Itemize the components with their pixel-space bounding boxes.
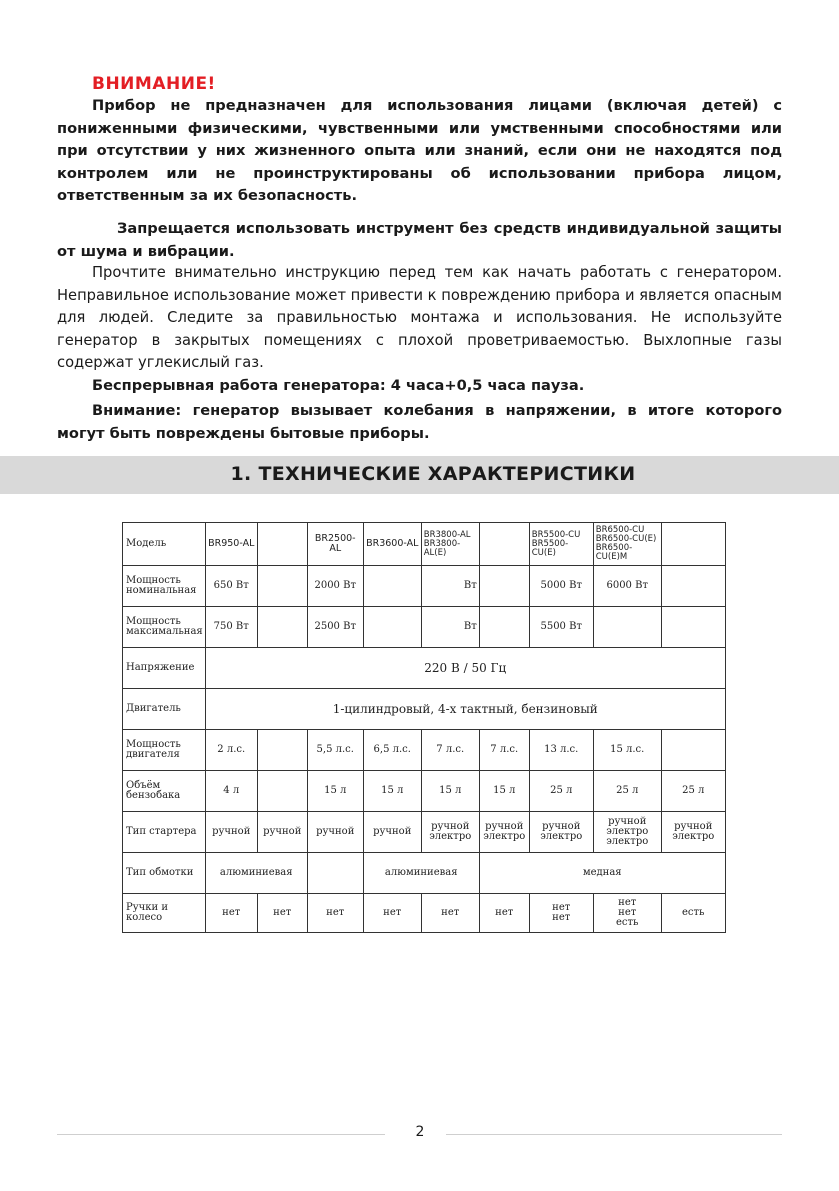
model-cell: [257, 523, 307, 566]
value-cell: [257, 607, 307, 648]
label-max-power: Мощность максимальная: [123, 607, 206, 648]
value-cell: ручной электро: [529, 812, 593, 853]
value-cell: медная: [479, 853, 725, 894]
label-engine: Двигатель: [123, 689, 206, 730]
value-cell: Вт: [421, 607, 479, 648]
value-cell: [661, 566, 725, 607]
value-cell: [661, 730, 725, 771]
engine-value: 1-цилиндровый, 4-х тактный, бензиновый: [205, 689, 725, 730]
value-cell: ручной электро электро: [593, 812, 661, 853]
value-cell: нет нет есть: [593, 894, 661, 933]
value-cell: 6000 Вт: [593, 566, 661, 607]
value-cell: нет: [479, 894, 529, 933]
footer-divider-left: [57, 1134, 385, 1135]
warning-paragraph-capability: Прибор не предназначен для использования лицами (включая детей) с пониженными физическими, чувственными или умственными способностями или при отсутствии у них жизненного опыта или знаний, если они не находятся под контролем или не проинструктированы об использовании прибора лицом, ответственным за их безопасность.: [57, 97, 782, 204]
value-cell: нет: [307, 894, 363, 933]
value-cell: 15 л.с.: [593, 730, 661, 771]
row-starter: [123, 812, 726, 853]
value-cell: ручной: [307, 812, 363, 853]
voltage-warning-note: Внимание: генератор вызывает колебания в напряжении, в итоге которого могут быть повреждены бытовые приборы.: [57, 402, 782, 442]
value-cell: Вт: [421, 566, 479, 607]
value-cell: ручной: [205, 812, 257, 853]
row-model: [123, 523, 726, 566]
row-wheels: [123, 894, 726, 933]
value-cell: нет: [363, 894, 421, 933]
value-cell: 2000 Вт: [307, 566, 363, 607]
value-cell: [479, 607, 529, 648]
value-cell: алюминиевая: [205, 853, 307, 894]
value-cell: 15 л: [479, 771, 529, 812]
model-cell: BR3800-AL BR3800-AL(E): [421, 523, 479, 566]
row-max-power: [123, 607, 726, 648]
value-cell: 750 Вт: [205, 607, 257, 648]
value-cell: 7 л.с.: [421, 730, 479, 771]
model-cell: BR6500-CU BR6500-CU(E) BR6500-CU(E)M: [593, 523, 661, 566]
label-voltage: Напряжение: [123, 648, 206, 689]
model-cell: BR2500-AL: [307, 523, 363, 566]
label-winding: Тип обмотки: [123, 853, 206, 894]
label-tank: Объём бензобака: [123, 771, 206, 812]
footer-divider-right: [446, 1134, 782, 1135]
value-cell: 25 л: [593, 771, 661, 812]
label-model: Модель: [123, 523, 206, 566]
page-number: 2: [415, 1124, 425, 1140]
label-engine-power: Мощность двигателя: [123, 730, 206, 771]
value-cell: нет: [421, 894, 479, 933]
value-cell: ручной электро: [661, 812, 725, 853]
value-cell: 2500 Вт: [307, 607, 363, 648]
value-cell: нет: [257, 894, 307, 933]
model-cell: [661, 523, 725, 566]
value-cell: 650 Вт: [205, 566, 257, 607]
row-engine-power: [123, 730, 726, 771]
value-cell: ручной: [257, 812, 307, 853]
row-voltage: [123, 648, 726, 689]
model-cell: [479, 523, 529, 566]
value-cell: алюминиевая: [363, 853, 479, 894]
value-cell: 15 л: [363, 771, 421, 812]
value-cell: 6,5 л.с.: [363, 730, 421, 771]
model-cell: BR5500-CU BR5500-CU(E): [529, 523, 593, 566]
value-cell: нет: [205, 894, 257, 933]
value-cell: 2 л.с.: [205, 730, 257, 771]
value-cell: [661, 607, 725, 648]
value-cell: 7 л.с.: [479, 730, 529, 771]
value-cell: 5500 Вт: [529, 607, 593, 648]
value-cell: 5000 Вт: [529, 566, 593, 607]
value-cell: [479, 566, 529, 607]
value-cell: [257, 771, 307, 812]
value-cell: ручной электро: [421, 812, 479, 853]
value-cell: 4 л: [205, 771, 257, 812]
value-cell: 25 л: [661, 771, 725, 812]
value-cell: ручной: [363, 812, 421, 853]
operation-time-note: Беспрерывная работа генератора: 4 часа+0,5 часа пауза.: [92, 377, 585, 394]
value-cell: есть: [661, 894, 725, 933]
row-engine: [123, 689, 726, 730]
model-cell: BR3600-AL: [363, 523, 421, 566]
label-rated-power: Мощность номинальная: [123, 566, 206, 607]
value-cell: 13 л.с.: [529, 730, 593, 771]
value-cell: 15 л: [421, 771, 479, 812]
section-title: 1. ТЕХНИЧЕСКИЕ ХАРАКТЕРИСТИКИ: [230, 463, 636, 485]
value-cell: 5,5 л.с.: [307, 730, 363, 771]
specs-table: [122, 522, 726, 933]
label-starter: Тип стартера: [123, 812, 206, 853]
voltage-value: 220 В / 50 Гц: [205, 648, 725, 689]
row-winding: [123, 853, 726, 894]
value-cell: нет нет: [529, 894, 593, 933]
model-cell: BR950-AL: [205, 523, 257, 566]
value-cell: [307, 853, 363, 894]
row-tank: [123, 771, 726, 812]
value-cell: [363, 566, 421, 607]
warning-title: ВНИМАНИЕ!: [92, 74, 216, 94]
value-cell: [593, 607, 661, 648]
value-cell: 25 л: [529, 771, 593, 812]
warning-paragraph-protection: Запрещается использовать инструмент без средств индивидуальной защиты от шума и вибрации.: [57, 220, 782, 260]
instruction-paragraph: Прочтите внимательно инструкцию перед тем как начать работать с генератором. Неправильное использование может привести к повреждению прибора и является опасным для людей. Следите за правильностью монтажа и использования. Не используйте генератор в закрытых помещениях с плохой проветриваемостью. Выхлопные газы содержат углекислый газ.: [57, 264, 782, 371]
value-cell: [257, 566, 307, 607]
row-rated-power: [123, 566, 726, 607]
label-wheels: Ручки и колесо: [123, 894, 206, 933]
value-cell: 15 л: [307, 771, 363, 812]
value-cell: [363, 607, 421, 648]
value-cell: ручной электро: [479, 812, 529, 853]
value-cell: [257, 730, 307, 771]
